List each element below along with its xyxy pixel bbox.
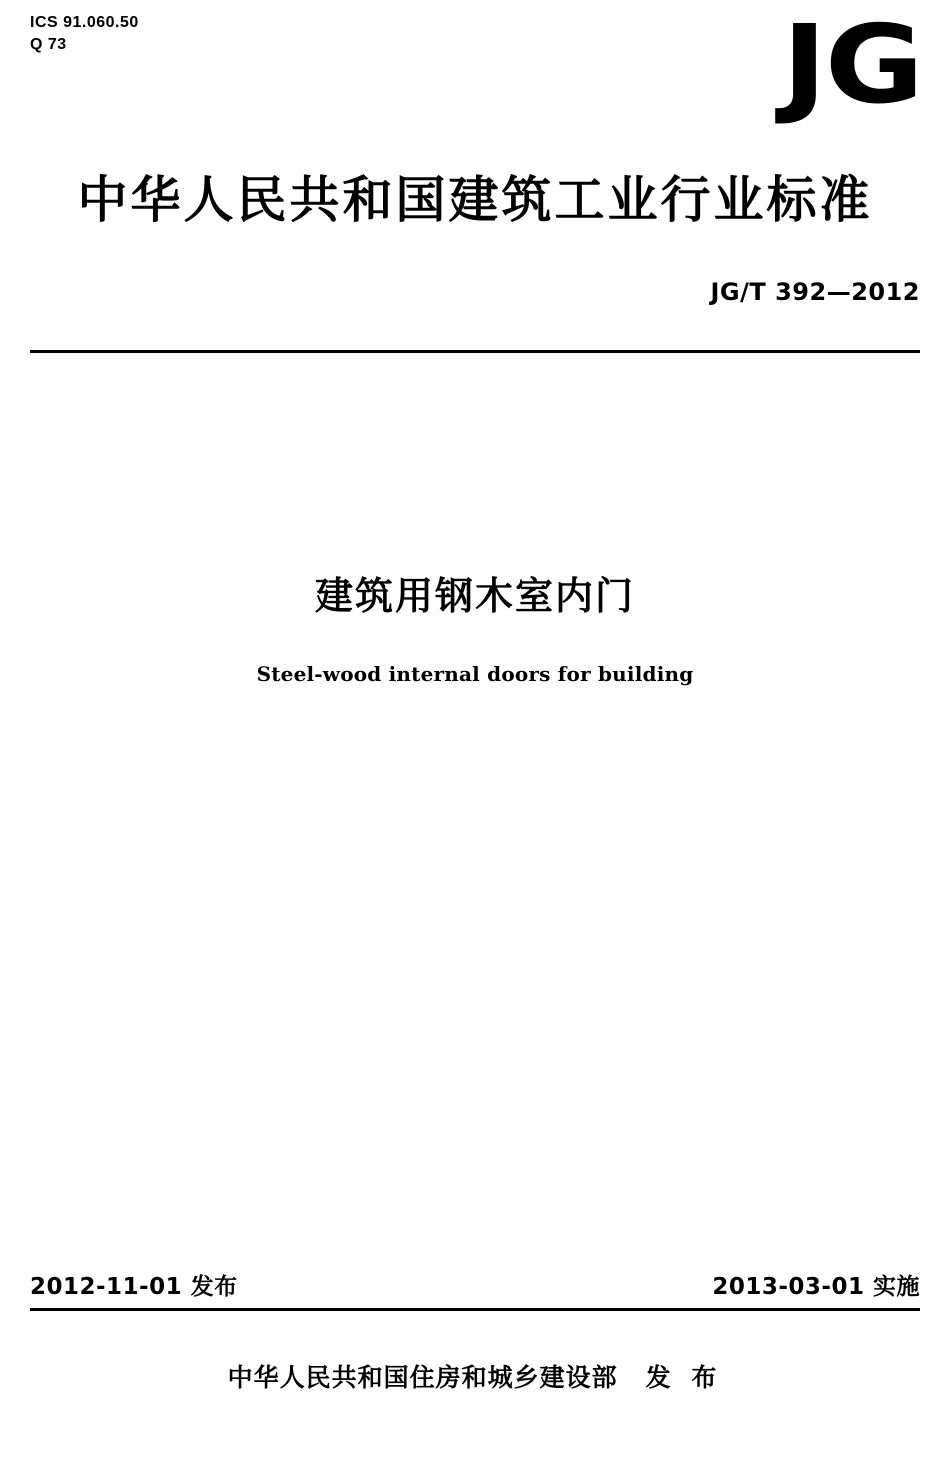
ics-code: ICS 91.060.50 (30, 14, 139, 31)
standard-number: JG/T 392—2012 (710, 278, 920, 306)
standard-org-title: 中华人民共和国建筑工业行业标准 (77, 171, 873, 229)
document-title-chinese: 建筑用钢木室内门 (314, 574, 635, 618)
classification-codes (30, 12, 139, 56)
publisher-line (0, 1358, 950, 1394)
divider-bottom (30, 1308, 920, 1311)
document-title-english: Steel-wood internal doors for building (256, 662, 694, 686)
publisher-name: 中华人民共和国住房和城乡建设部 (227, 1363, 618, 1392)
jg-logo: JG (782, 3, 922, 128)
effective-date: 2013-03-01 实施 (712, 1274, 920, 1300)
classification-code: Q 73 (30, 36, 67, 53)
publish-verb: 发 布 (645, 1363, 723, 1392)
divider-top (30, 350, 920, 353)
issue-date: 2012-11-01 发布 (30, 1274, 238, 1300)
